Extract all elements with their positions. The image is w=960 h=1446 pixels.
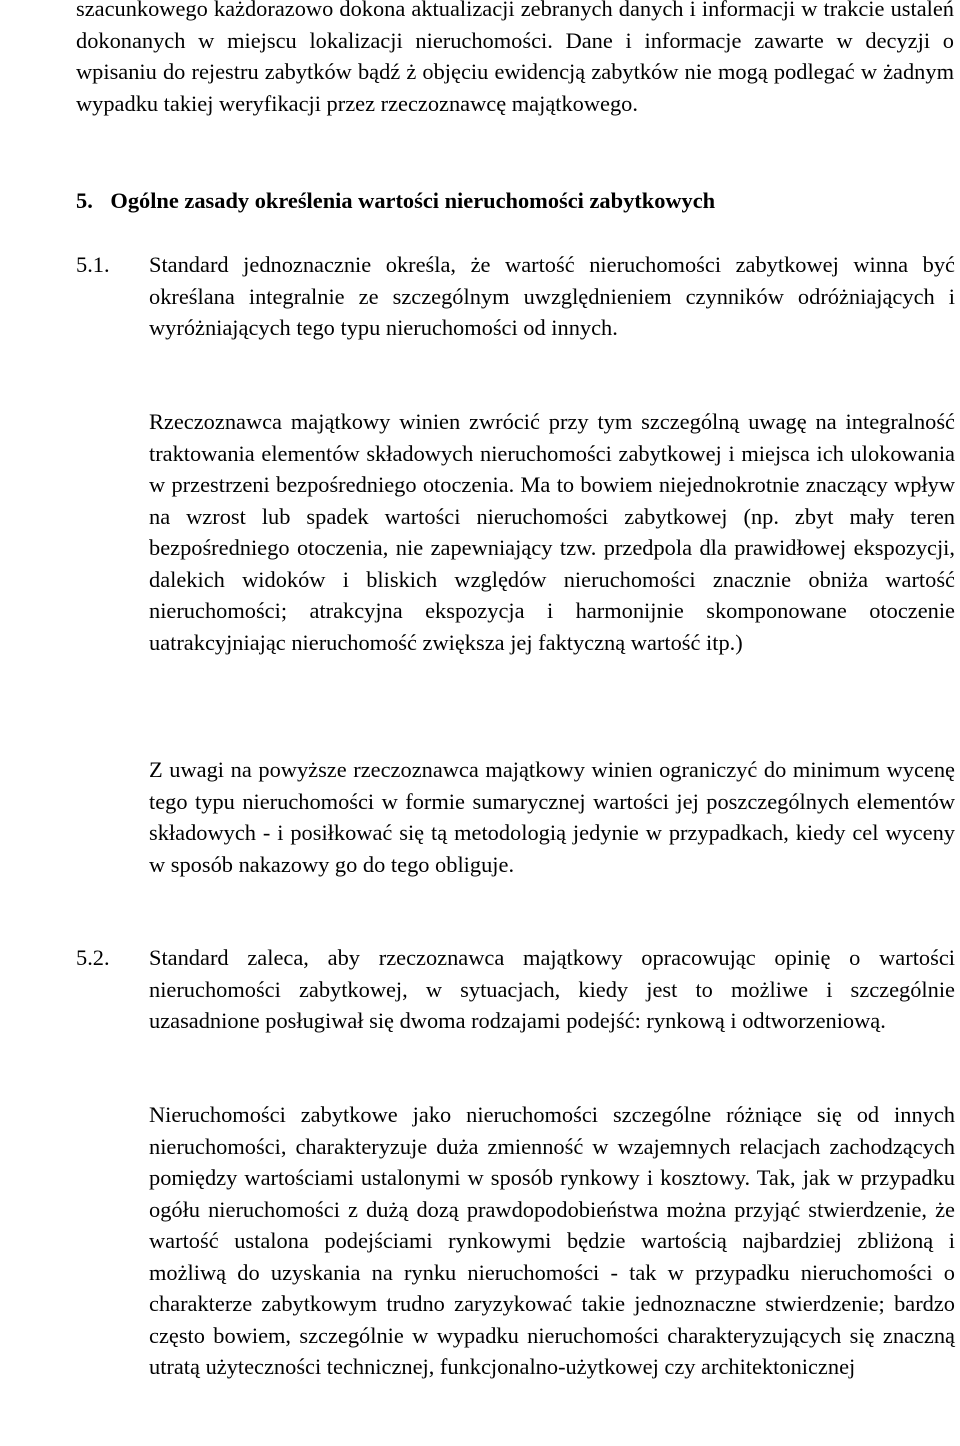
intro-paragraph: szacunkowego każdorazowo dokona aktualizacji zebranych danych i informacji w trakcie ustaleń dokonanych w miejscu lokalizacji nieruchomości. Dane i informacje zawarte w decyzji o wpisaniu do rejestru zabytków bądź ż objęciu ewidencją zabytków nie mogą podlegać w żadnym wypadku takiej weryfikacji przez rzeczoznawcę majątkowego. [76,0,954,116]
point-5-2-paragraph-1: Standard zaleca, aby rzeczoznawca majątkowy opracowując opinię o wartości nieruchomości zabytkowej, w sytuacjach, kiedy jest to możliwe i szczególnie uzasadnione posługiwał się dwoma rodzajami podejść: rynkową i odtworzeniową. [149,945,955,1033]
point-5-1-paragraph-3: Z uwagi na powyższe rzeczoznawca majątkowy winien ograniczyć do minimum wycenę tego typu nieruchomości w formie sumarycznej wartości jej poszczególnych elementów składowych - i posiłkować się tą metodologią jedynie w przypadkach, kiedy cel wyceny w sposób nakazowy go do tego obliguje. [149,757,955,877]
point-5-1-paragraph-2: Rzeczoznawca majątkowy winien zwrócić przy tym szczególną uwagę na integralność traktowania elementów składowych nieruchomości zabytkowej i miejsca ich ulokowania w przestrzeni bezpośredniego otoczenia. Ma to bowiem niejednokrotnie znaczący wpływ na wzrost lub spadek wartości nieruchomości zabytkowej (np. zbyt mały teren bezpośredniego otoczenia, nie zapewniający tzw. przedpola dla prawidłowej ekspozycji, dalekich widoków i bliskich względów nieruchomości znacznie obniża wartość nieruchomości; atrakcyjna ekspozycja i harmonijnie skomponowane otoczenie uatrakcyjniając nieruchomość zwiększa jej faktyczną wartość itp.) [149,409,955,655]
section-number: 5. [76,188,93,213]
point-5-2-paragraph-2: Nieruchomości zabytkowe jako nieruchomości szczególne różniące się od innych nieruchomości, charakteryzuje duża zmienność w wzajemnych relacjach zachodzących pomiędzy wartościami ustalonymi w sposób rynkowy i kosztowy. Tak, jak w przypadku ogółu nieruchomości z dużą dozą prawdopodobieństwa można przyjąć stwierdzenie, że wartość ustalona podejściami rynkowymi będzie wartością najbardziej zbliżoną i możliwą do uzyskania na rynku nieruchomości - tak w przypadku nieruchomości o charakterze zabytkowym trudno zaryzykować takie jednoznaczne stwierdzenie; bardzo często bowiem, szczególnie w wypadku nieruchomości charakteryzujących się znaczną utratą użyteczności technicznej, funkcjonalno-użytkowej czy architektonicznej [149,1102,955,1379]
section-title: Ogólne zasady określenia wartości nieruchomości zabytkowych [110,188,716,213]
section-heading [76,185,715,217]
point-5-1-paragraph-1: Standard jednoznacznie określa, że wartość nieruchomości zabytkowej winna być określana integralnie ze szczególnym uwzględnieniem czynników odróżniających i wyróżniających tego typu nieruchomości od innych. [149,252,955,340]
point-number-5-1: 5.1. [76,252,110,277]
point-number-5-2: 5.2. [76,945,110,970]
